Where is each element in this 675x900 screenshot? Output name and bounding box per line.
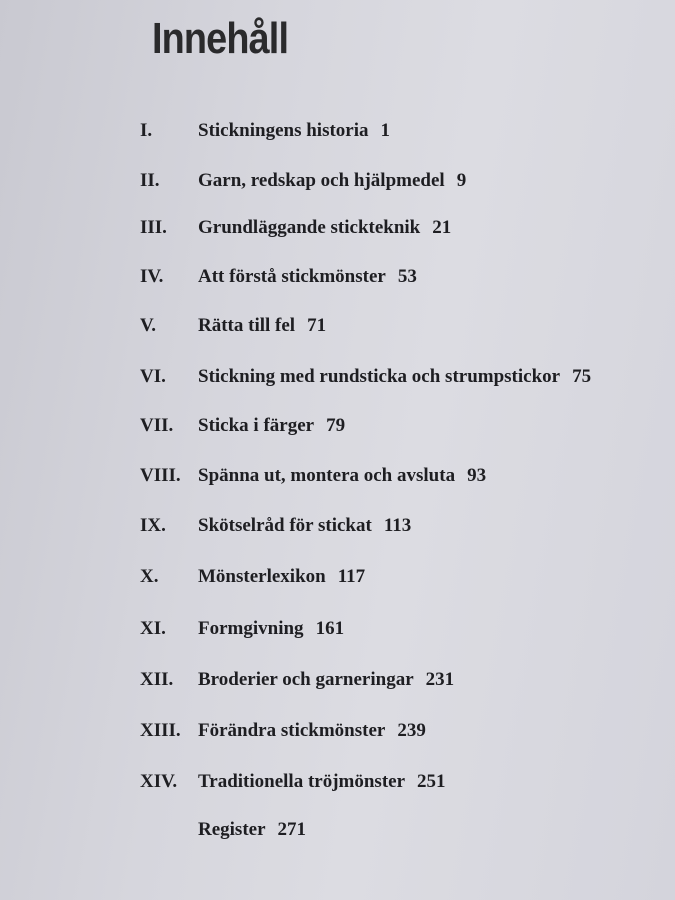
page-number: 21 xyxy=(432,217,452,238)
chapter-title: Traditionella tröjmönster xyxy=(198,771,406,792)
chapter-number: VII. xyxy=(140,415,174,436)
chapter-title: Mönsterlexikon xyxy=(198,566,326,587)
chapter-title: Att förstå stickmönster xyxy=(198,266,386,287)
page-title: Innehåll xyxy=(152,14,289,63)
chapter-number: III. xyxy=(140,217,167,238)
chapter-number: II. xyxy=(140,170,160,191)
chapter-number: IV. xyxy=(140,266,164,287)
page-number: 239 xyxy=(397,720,426,741)
chapter-title: Register xyxy=(198,819,266,840)
chapter-number: X. xyxy=(140,566,159,587)
page-number: 117 xyxy=(337,566,366,587)
chapter-number: XI. xyxy=(140,618,166,639)
chapter-title: Förändra stickmönster xyxy=(198,720,386,741)
chapter-number: XII. xyxy=(140,669,174,690)
chapter-title: Stickning med rundsticka och strumpstickor xyxy=(198,366,561,387)
page-number: 9 xyxy=(456,170,467,191)
chapter-title: Spänna ut, montera och avsluta xyxy=(198,465,456,486)
page-number: 231 xyxy=(425,669,455,690)
page-number: 161 xyxy=(315,618,345,639)
chapter-number: V. xyxy=(140,315,157,336)
chapter-number: XIII. xyxy=(140,720,181,741)
chapter-title: Broderier och garneringar xyxy=(198,669,414,690)
page-number: 93 xyxy=(467,465,487,486)
chapter-title: Rätta till fel xyxy=(198,315,296,336)
chapter-number: VI. xyxy=(140,366,166,387)
chapter-number: VIII. xyxy=(140,465,181,486)
chapter-title: Stickningens historia xyxy=(198,120,369,141)
page-number: 75 xyxy=(572,366,592,387)
chapter-title: Garn, redskap och hjälpmedel xyxy=(198,170,445,191)
chapter-title: Sticka i färger xyxy=(198,415,315,436)
page-number: 1 xyxy=(380,120,391,141)
chapter-title: Skötselråd för stickat xyxy=(198,515,372,536)
page-number: 71 xyxy=(307,315,327,336)
chapter-title: Grundläggande stickteknik xyxy=(198,217,421,238)
page-number: 271 xyxy=(277,819,307,840)
page-number: 251 xyxy=(417,771,446,792)
chapter-number: I. xyxy=(140,120,153,141)
page-number: 113 xyxy=(383,515,412,536)
page-number: 79 xyxy=(326,415,346,436)
chapter-number: XIV. xyxy=(140,771,178,792)
chapter-title: Formgivning xyxy=(198,618,304,639)
chapter-number: IX. xyxy=(140,515,166,536)
page-number: 53 xyxy=(397,266,417,287)
